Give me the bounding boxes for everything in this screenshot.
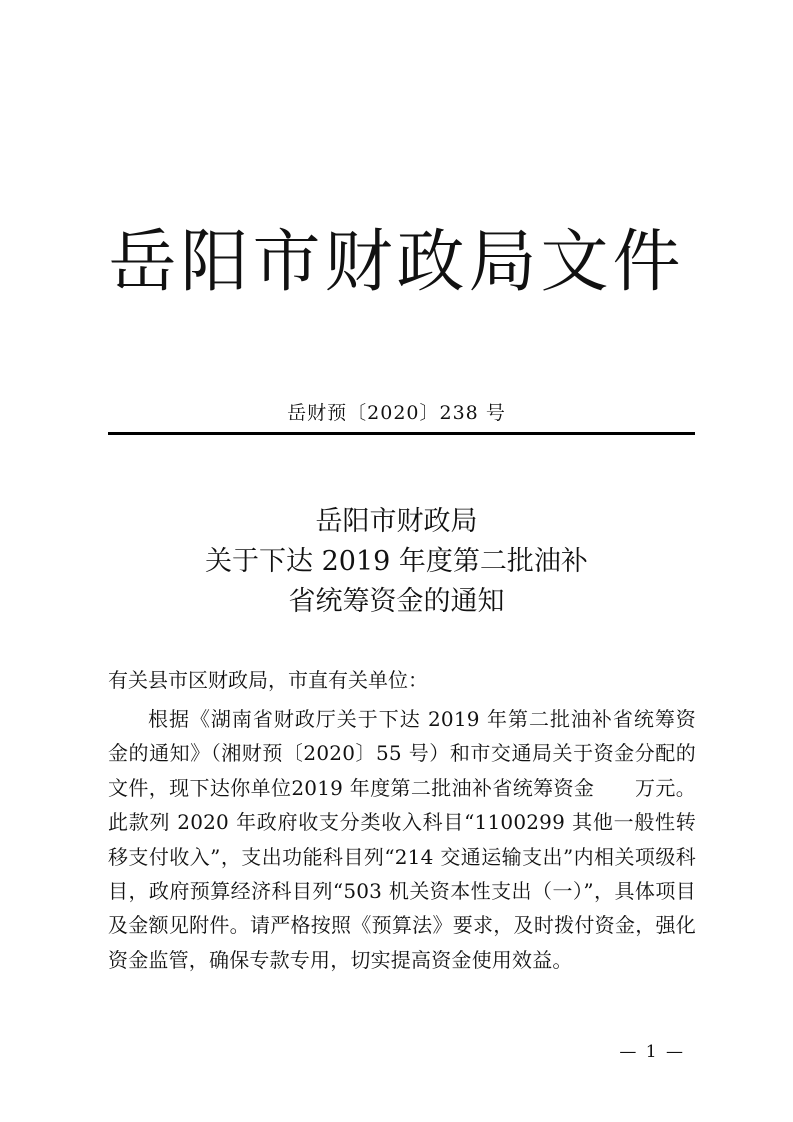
notice-heading-line-1: 岳阳市财政局 [315,506,478,537]
document-number: 岳财预〔2020〕238 号 [287,402,506,424]
notice-heading-line-2: 关于下达 2019 年度第二批油补 [205,546,588,577]
page-number: — 1 — [619,1042,685,1062]
document-issuer-title: 岳阳市财政局文件 [108,223,685,302]
body-paragraph: 根据《湖南省财政厅关于下达 2019 年第二批油补省统筹资金的通知》（湘财预〔2020〕55 号）和市交通局关于资金分配的文件，现下达你单位2019 年度第二批油补省统筹资金 万元。此款列 2020 年政府收支分类收入科目“1100299 其他一般性转移支付收入”，支出功能科目列“214 交通运输支出”内相关项级科目，政府预算经济科目列“503 机关资本性支出（一）”，具体项目及金额见附件。请严格按照《预算法》要求，及时拨付资金，强化资金监管，确保专款专用，切实提高资金使用效益。 [108,707,696,972]
salutation: 有关县市区财政局，市直有关单位： [108,668,428,692]
header-divider [108,432,695,435]
notice-heading-line-3: 省统筹资金的通知 [288,586,505,617]
